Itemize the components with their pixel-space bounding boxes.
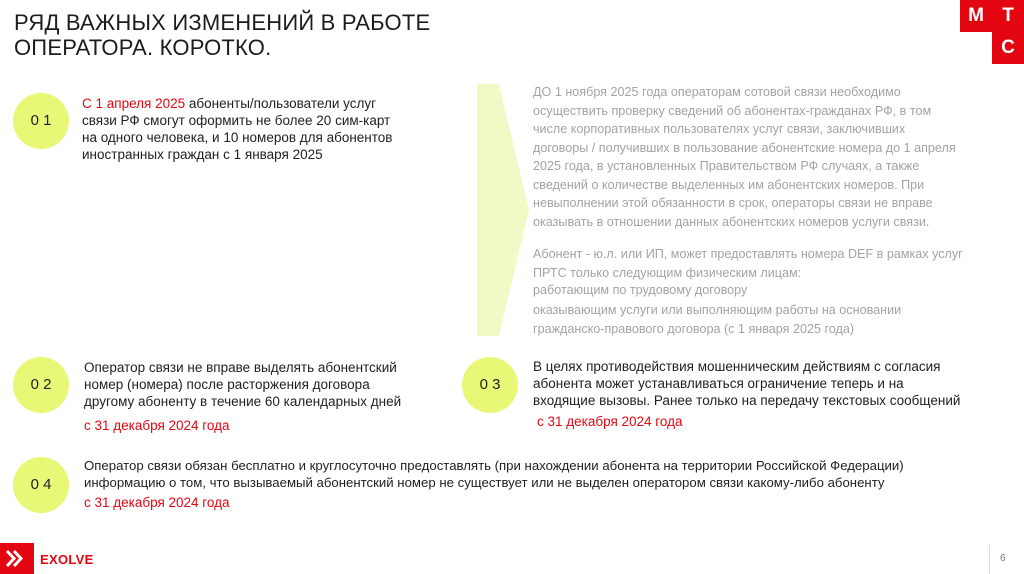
item-date-04: с 31 декабря 2024 года [84, 495, 230, 510]
page-divider [989, 545, 990, 574]
item-number-badge-03: 0 3 [462, 357, 518, 413]
chevron-arrow-icon [477, 84, 529, 336]
item-text-line: В целях противодействия мошенническим действиям с согласия [533, 359, 941, 374]
detail-line: осуществить проверку сведений об абонентах-гражданах РФ, в том [533, 103, 932, 118]
footer-brand: EXOLVE [40, 552, 94, 567]
item-text-line: Оператор связи не вправе выделять абонентский [84, 360, 397, 375]
page-title-line-1: РЯД ВАЖНЫХ ИЗМЕНЕНИЙ В РАБОТЕ [14, 10, 431, 35]
detail-option-2 [533, 301, 1003, 338]
exolve-logo-icon [0, 543, 34, 574]
item-date-02: с 31 декабря 2024 года [84, 418, 230, 433]
item-text-line: абонента может устанавливаться ограничение теперь и на [533, 376, 904, 391]
item-highlight-date: С 1 апреля 2025 [82, 96, 186, 111]
mts-logo-letter-t: Т [992, 0, 1024, 32]
item-text-line: на одного человека, и 10 номеров для абонентов [82, 130, 393, 145]
mts-logo-letter-s: С [992, 32, 1024, 64]
item-text-line: связи РФ смогут оформить не более 20 сим-карт [82, 113, 391, 128]
detail-line: ДО 1 ноября 2025 года операторам сотовой связи необходимо [533, 85, 901, 99]
page-title [14, 10, 430, 60]
mts-logo-letter-m: М [960, 0, 992, 32]
item-date-03: с 31 декабря 2024 года [537, 414, 683, 429]
item-text-02 [84, 359, 464, 410]
item-text-04 [84, 457, 1004, 491]
detail-paragraph-1 [533, 83, 1003, 231]
mts-logo [960, 0, 1024, 64]
item-text-line: другому абоненту в течение 60 календарных дней [84, 394, 402, 409]
item-text-line: Оператор связи обязан бесплатно и круглосуточно предоставлять (при нахождении абонента на территории Российской Федерации) [84, 458, 904, 473]
item-number-badge-02: 0 2 [13, 357, 69, 413]
item-text-01 [82, 95, 462, 163]
item-number-badge-04: 0 4 [13, 457, 69, 513]
detail-line: невыполнении этой обязанности в срок, операторы связи не вправе [533, 196, 933, 210]
detail-line: гражданско-правового договора (с 1 января 2025 года) [533, 321, 855, 336]
detail-line: ПРТС только следующим физическим лицам: [533, 265, 802, 280]
detail-line: оказывать в отношении данных абонентских номеров услуги связи. [533, 214, 930, 229]
item-text-line: иностранных граждан с 1 января 2025 [82, 147, 323, 162]
detail-line: оказывающим услуги или выполняющим работы на основании [533, 303, 902, 317]
item-number-badge-01: 0 1 [13, 93, 69, 149]
detail-line: договоры / получивших в пользование абонентские номера до 1 апреля [533, 140, 956, 155]
detail-line: Абонент - ю.л. или ИП, может предоставлять номера DEF в рамках услуг [533, 247, 963, 261]
item-text-03 [533, 358, 1003, 409]
page-title-line-2: ОПЕРАТОРА. КОРОТКО. [14, 35, 272, 60]
item-text-line: информацию о том, что вызываемый абонентский номер не существует или не выделен оператором связи какому-либо абоненту [84, 475, 885, 490]
detail-paragraph-2 [533, 245, 1003, 282]
detail-option-1: работающим по трудовому договору [533, 283, 748, 297]
item-text-line: входящие вызовы. Ранее только на передачу текстовых сообщений [533, 393, 961, 408]
item-text-line: номер (номера) после расторжения договора [84, 377, 370, 392]
detail-line: 2025 года, в установленных Правительством РФ случаях, а также [533, 159, 920, 173]
item-text-line: абоненты/пользователи услуг [185, 96, 377, 111]
page-number: 6 [1000, 553, 1006, 564]
detail-line: числе корпоративных пользователях услуг связи, заключивших [533, 122, 906, 136]
chevron-shape [477, 84, 529, 336]
detail-line: сведений о количестве выделенных им абонентских номеров. При [533, 177, 925, 192]
